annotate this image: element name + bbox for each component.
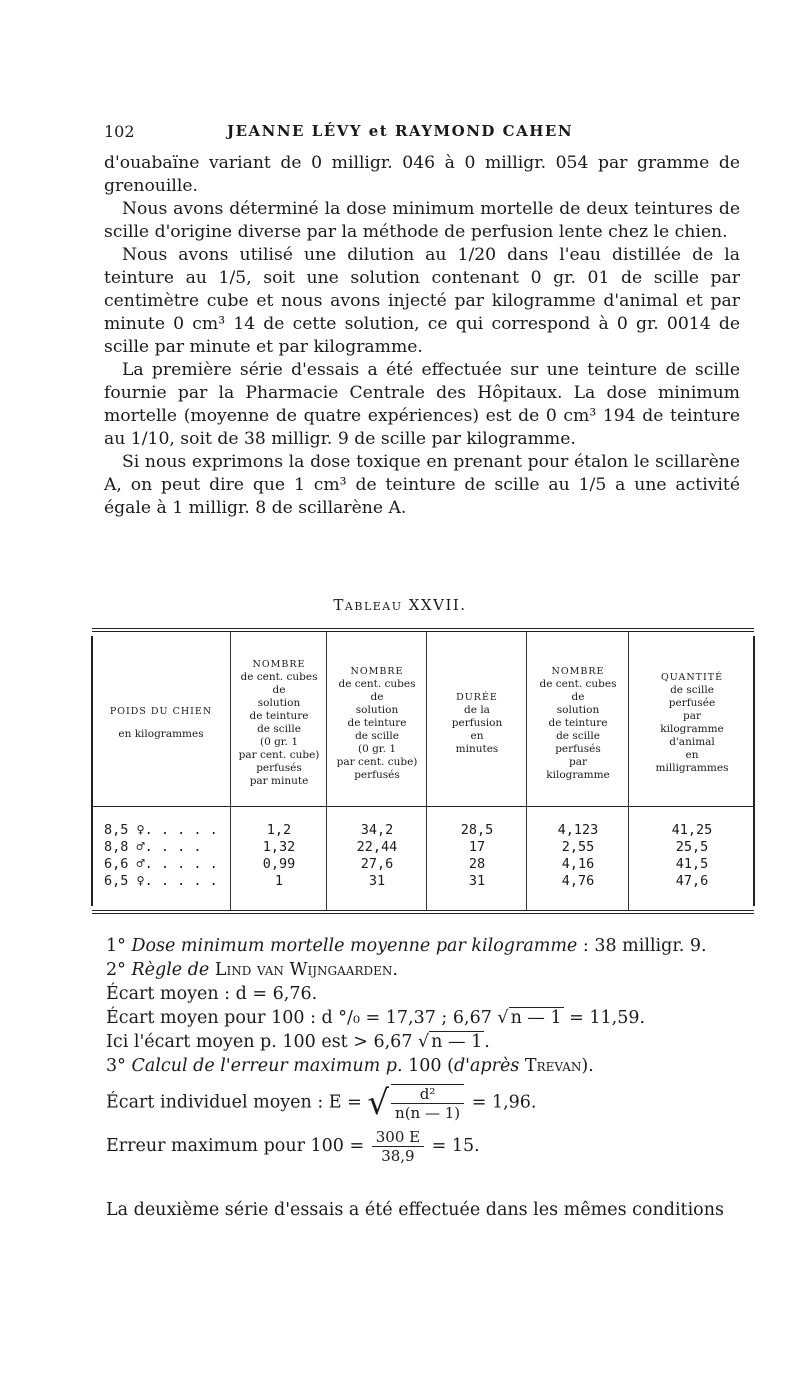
header-line: par <box>682 710 701 722</box>
paragraph: Si nous exprimons la dose toxique en prenant pour étalon le scillarène A, on peut dire que 1 cm³ de teinture de scille au 1/5 a une activité égale à 1 milligr. 8 de scillarène A. <box>104 452 740 518</box>
paragraph: d'ouabaïne variant de 0 milligr. 046 à 0 milligr. 054 par gramme de grenouille. <box>104 153 740 196</box>
author-name: Trevan <box>524 1056 582 1076</box>
header-line: NOMBRE <box>350 665 404 677</box>
body-text <box>104 152 740 520</box>
table-cell: 25,5 <box>675 839 709 855</box>
paragraph: Nous avons déterminé la dose minimum mortelle de deux teintures de scille d'origine diverse par la méthode de perfusion lente chez le chien. <box>104 199 740 242</box>
header-line: par cent. cube) <box>336 755 418 768</box>
table-cell: 31 <box>468 873 486 889</box>
header-line: en <box>470 729 484 742</box>
author-name: Lind van Wijngaarden. <box>214 960 398 980</box>
table-cell: 17 <box>468 839 486 855</box>
table-cell: 6,6 ♂. . . . . <box>104 856 218 872</box>
header-line: de la <box>464 703 490 716</box>
formula-result: = 11,59. <box>569 1008 646 1028</box>
header-line: solution <box>257 697 301 709</box>
stat-number: 2° <box>106 960 126 980</box>
formula-result: = 1,96. <box>471 1092 537 1113</box>
formula-label: Écart individuel moyen : E = <box>106 1092 362 1113</box>
table-caption: Tableau XXVII. <box>333 596 467 614</box>
header-line: de <box>272 684 286 696</box>
stat-line-comparison <box>106 1030 766 1054</box>
header-line: perfusés <box>555 742 601 755</box>
stat-line-individual <box>106 1084 766 1122</box>
formula-part: Ici l'écart moyen p. 100 est > 6,67 √ <box>106 1032 430 1052</box>
header-line: DURÉE <box>456 691 498 703</box>
header-line: de cent. cubes <box>240 671 318 683</box>
stat-text: d'après <box>453 1056 520 1076</box>
header-line: de <box>370 690 384 703</box>
column-header <box>327 648 427 798</box>
stat-text: ). <box>581 1056 594 1076</box>
formula-result: = 15. <box>431 1136 480 1156</box>
column-header <box>527 648 629 798</box>
stat-label: Règle de <box>131 960 210 980</box>
header-line: solution <box>355 703 399 716</box>
table-cell: 27,6 <box>360 856 394 872</box>
column-cc-per-kg <box>526 632 629 910</box>
fraction-denominator: 38,9 <box>381 1147 415 1165</box>
header-line: en <box>685 749 699 761</box>
header-line: solution <box>556 703 600 716</box>
fraction-numerator: d² <box>391 1085 464 1104</box>
stat-label: Calcul de l'erreur maximum p. <box>131 1056 403 1076</box>
header-line: par <box>568 755 587 768</box>
header-line: kilogramme <box>546 768 610 781</box>
header-line: de cent. cubes <box>338 677 416 690</box>
header-line: perfusion <box>451 716 503 729</box>
header-line: kilogramme <box>660 723 724 735</box>
formula-part: Écart moyen pour 100 : d °/₀ = 17,37 ; 6,67 √ <box>106 1008 509 1028</box>
stat-line-max-error <box>106 1128 766 1165</box>
sqrt-symbol: √ $\frac{\text{d²}}{n(n — 1)}$ <box>367 1084 466 1122</box>
stat-text: 100 ( <box>408 1056 454 1076</box>
header-line: de scille <box>556 729 600 742</box>
table-cell: 28,5 <box>460 822 494 838</box>
stat-line-calcul <box>106 1054 766 1078</box>
stat-line-ecart-percent <box>106 1006 766 1030</box>
table-cell: 47,6 <box>675 873 709 889</box>
header-line: par minute <box>249 775 309 787</box>
header-line: de teinture <box>548 716 608 729</box>
header-line: QUANTITÉ <box>660 672 724 683</box>
header-line: perfusée <box>668 697 716 709</box>
stat-line-dose <box>106 934 766 958</box>
header-line: perfusés <box>256 762 302 774</box>
header-line: de teinture <box>249 710 309 722</box>
table-cell: 4,123 <box>557 822 599 838</box>
table-cell: 22,44 <box>356 839 398 855</box>
column-quantity <box>628 632 755 910</box>
header-line: NOMBRE <box>252 659 306 670</box>
table-cell: 6,5 ♀. . . . . <box>104 873 218 889</box>
fraction-denominator: n(n — 1) <box>395 1104 461 1122</box>
running-title: JEANNE LÉVY et RAYMOND CAHEN <box>226 122 574 140</box>
data-table <box>92 628 754 914</box>
table-cell: 28 <box>468 856 486 872</box>
table-cell: 1 <box>274 873 284 889</box>
stat-number: 3° <box>106 1056 126 1076</box>
column-header <box>427 648 527 798</box>
header-line: milligrammes <box>655 762 729 774</box>
header-line: de teinture <box>347 716 407 729</box>
formula-radicand: n — 1 <box>510 1008 562 1028</box>
header-line: (0 gr. 1 <box>259 736 299 748</box>
paragraph: Nous avons utilisé une dilution au 1/20 dans l'eau distillée de la teinture au 1/5, soit une solution contenant 0 gr. 01 de scille par centimètre cube et nous avons injecté par kilogramme d'animal et par minute 0 cm³ 14 de cette solution, ce qui correspond à 0 gr. 0014 de scille par minute et par kilogramme. <box>104 245 740 357</box>
header-line: d'animal <box>669 736 715 748</box>
column-header <box>92 648 230 798</box>
table-cell: 2,55 <box>561 839 595 855</box>
header-line: en kilogrammes <box>118 728 204 740</box>
column-cc-total <box>326 632 427 910</box>
header-line: perfusés <box>354 768 400 781</box>
header-line: de scille <box>670 684 714 696</box>
header-line: NOMBRE <box>551 665 605 677</box>
table-cell: 34,2 <box>360 822 394 838</box>
column-cc-per-minute <box>230 632 327 910</box>
stat-number: 1° <box>106 936 126 956</box>
stat-line-rule <box>106 958 766 982</box>
header-line: de scille <box>257 723 301 735</box>
header-line: de cent. cubes <box>539 677 617 690</box>
header-line: minutes <box>455 742 499 755</box>
stat-label: Dose minimum mortelle moyenne par kilogramme <box>131 936 578 956</box>
header-line: (0 gr. 1 <box>357 742 397 755</box>
stat-value: : 38 milligr. 9. <box>582 936 707 956</box>
table-cell: 8,5 ♀. . . . . <box>104 822 218 838</box>
table-cell: 1,2 <box>266 822 292 838</box>
running-head <box>0 122 800 142</box>
header-line: de <box>571 690 585 703</box>
header-line: de scille <box>355 729 399 742</box>
table-cell: 31 <box>368 873 386 889</box>
column-header <box>231 648 327 798</box>
fraction-numerator: 300 E <box>372 1128 424 1147</box>
header-line: par cent. cube) <box>238 749 320 761</box>
paragraph: La première série d'essais a été effectuée sur une teinture de scille fournie par la Pharmacie Centrale des Hôpitaux. La dose minimum mortelle (moyenne de quatre expériences) est de 0 cm³ 194 de teinture au 1/10, soit de 38 milligr. 9 de scille par kilogramme. <box>104 360 740 449</box>
page-number: 102 <box>104 122 135 141</box>
table-cell: 1,32 <box>262 839 296 855</box>
formula-radicand: n — 1 <box>431 1032 483 1052</box>
column-header <box>629 648 755 798</box>
formula-label: Erreur maximum pour 100 = <box>106 1136 365 1156</box>
header-line: POIDS DU CHIEN <box>109 706 213 717</box>
table-cell: 41,5 <box>675 856 709 872</box>
final-paragraph: La deuxième série d'essais a été effectuée dans les mêmes conditions <box>106 1200 724 1220</box>
fraction <box>372 1128 424 1165</box>
table-cell: 41,25 <box>671 822 713 838</box>
table-cell: 4,16 <box>561 856 595 872</box>
formula-end: . <box>484 1032 490 1052</box>
table-cell: 8,8 ♂. . . . <box>104 839 202 855</box>
stat-line-ecart: Écart moyen : d = 6,76. <box>106 984 318 1004</box>
statistics-block <box>106 934 766 1165</box>
column-weight <box>92 632 230 910</box>
table-cell: 4,76 <box>561 873 595 889</box>
table-cell: 0,99 <box>262 856 296 872</box>
column-duration <box>426 632 527 910</box>
